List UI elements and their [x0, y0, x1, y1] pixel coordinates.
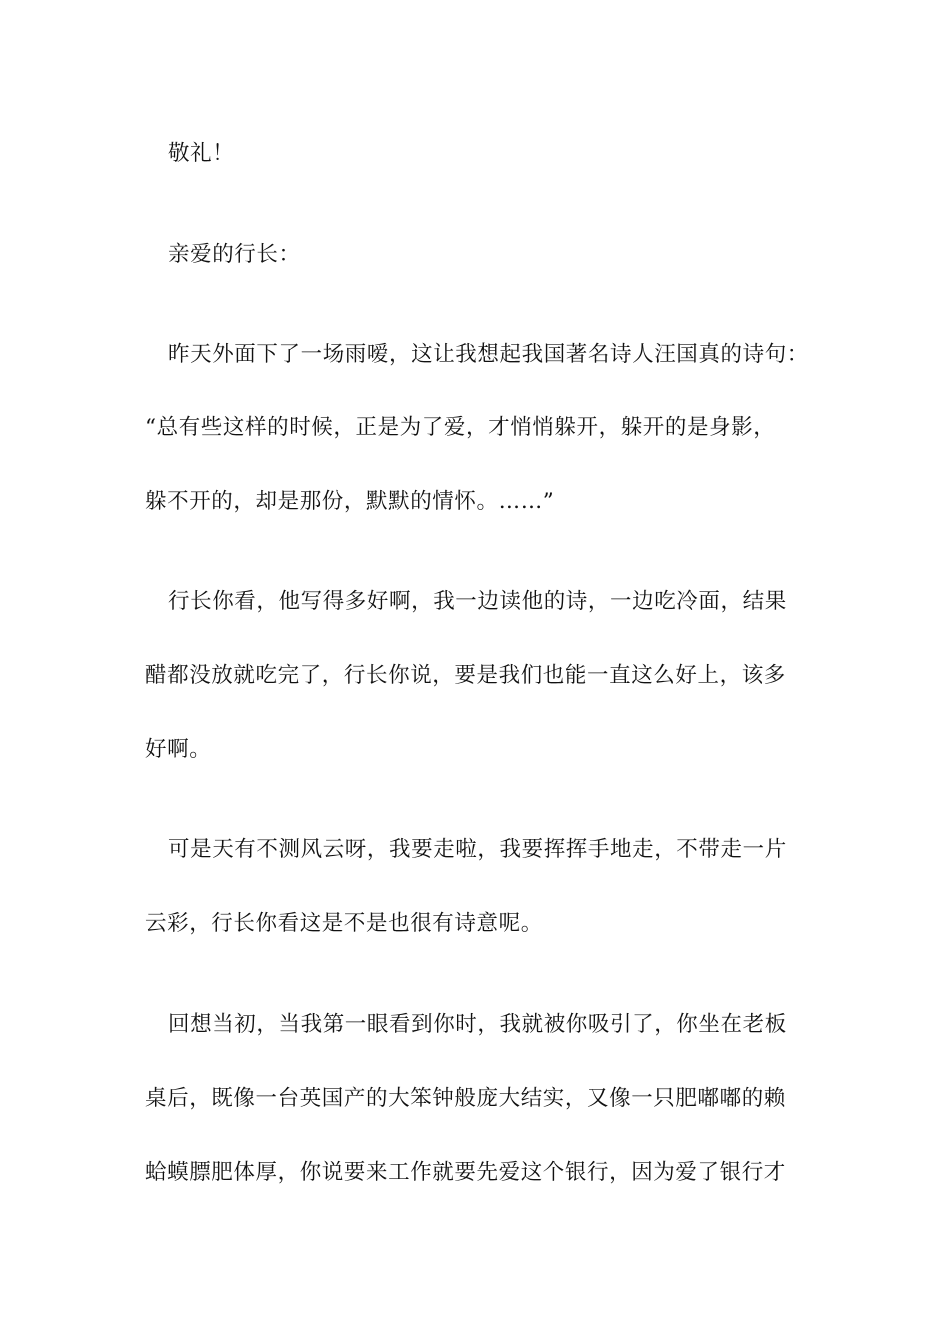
paragraph-line: 桌后，既像一台英国产的大笨钟般庞大结实，又像一只肥嘟嘟的赖: [145, 1086, 786, 1111]
paragraph-line: 可是天有不测风云呀，我要走啦，我要挥挥手地走，不带走一片: [168, 837, 787, 862]
paragraph-line: 醋都没放就吃完了，行长你说，要是我们也能一直这么好上，该多: [145, 663, 786, 688]
paragraph-line: 昨天外面下了一场雨嗳，这让我想起我国著名诗人汪国真的诗句：: [168, 342, 809, 367]
closing-salutation: 敬礼！: [168, 141, 235, 166]
paragraph-line: 回想当初，当我第一眼看到你时，我就被你吸引了，你坐在老板: [168, 1012, 787, 1037]
paragraph-line: 蛤蟆膘肥体厚，你说要来工作就要先爱这个银行，因为爱了银行才: [145, 1160, 786, 1185]
greeting-line: 亲爱的行长：: [168, 242, 301, 267]
quote-line: “总有些这样的时候，正是为了爱，才悄悄躲开，躲开的是身影，: [145, 415, 776, 440]
paragraph-line: 行长你看，他写得多好啊，我一边读他的诗，一边吃冷面，结果: [168, 589, 787, 614]
quote-line: 躲不开的，却是那份，默默的情怀。……”: [145, 489, 555, 514]
paragraph-line: 云彩，行长你看这是不是也很有诗意呢。: [145, 911, 543, 936]
paragraph-line: 好啊。: [145, 737, 212, 762]
